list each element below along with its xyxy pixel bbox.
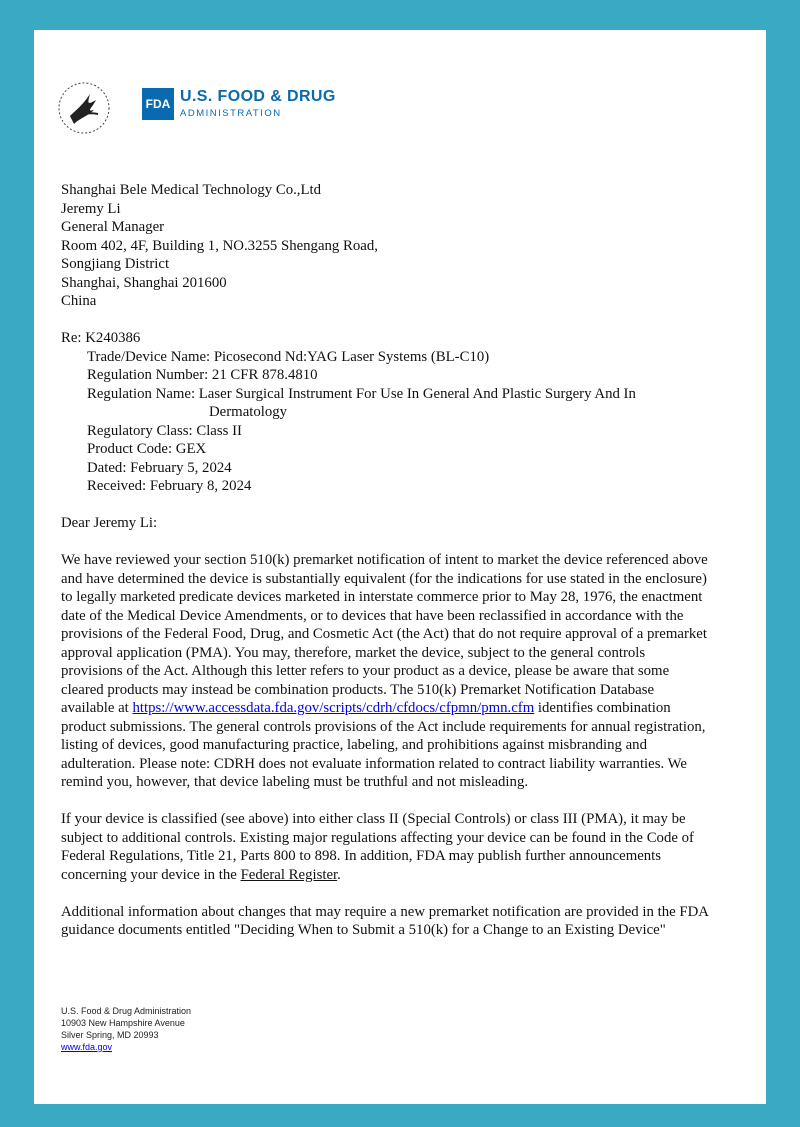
p3-line: Additional information about changes that may require a new premarket notification are provided in the FDA [61, 903, 709, 920]
footer-org: U.S. Food & Drug Administration [61, 1006, 192, 1016]
p1-line: provisions of the Act. Although this letter refers to your product as a device, please be aware that some [61, 663, 670, 679]
p1-link-prefix: available at [61, 700, 133, 716]
agency-name: U.S. FOOD & DRUG [180, 88, 336, 105]
p1-line-with-link [61, 699, 747, 718]
recipient-address-3: Shanghai, Shanghai 201600 [61, 274, 227, 291]
re-regulation-number: Regulation Number: 21 CFR 878.4810 [87, 367, 318, 383]
p2-link-suffix: . [337, 866, 341, 883]
re-regulatory-class: Regulatory Class: Class II [87, 422, 242, 439]
re-product-code: Product Code: GEX [87, 441, 207, 457]
paragraph-2 [61, 810, 747, 884]
federal-register-link[interactable]: Federal Register [240, 866, 338, 883]
p1-link-suffix: identifies combination [534, 700, 671, 716]
p3-line: guidance documents entitled "Deciding When to Submit a 510(k) for a Change to an Existing Device" [61, 922, 666, 938]
footer-city: Silver Spring, MD 20993 [61, 1030, 159, 1040]
p2-line: If your device is classified (see above) into either class II (Special Controls) or class III (PMA), it may be [61, 811, 686, 827]
p1-line: We have reviewed your section 510(k) premarket notification of intent to market the device referenced above [61, 552, 708, 568]
paragraph-1 [61, 551, 747, 792]
salutation: Dear Jeremy Li: [61, 515, 158, 531]
p1-line: to legally marketed predicate devices marketed in interstate commerce prior to May 28, 1976, the enactment [61, 589, 703, 605]
letter-body [61, 181, 747, 940]
recipient-company: Shanghai Bele Medical Technology Co.,Ltd [61, 182, 322, 198]
re-trade-name: Trade/Device Name: Picosecond Nd:YAG Laser Systems (BL-C10) [87, 348, 490, 365]
re-received: Received: February 8, 2024 [87, 478, 252, 494]
p2-line: Federal Regulations, Title 21, Parts 800 to 898. In addition, FDA may publish further announcements [61, 848, 662, 864]
letter-page [34, 30, 766, 1104]
re-dated: Dated: February 5, 2024 [87, 459, 232, 476]
recipient-block [61, 181, 747, 311]
re-regulation-name-cont: Dermatology [209, 404, 288, 420]
p2-line-with-link [61, 866, 747, 885]
p1-line: date of the Medical Device Amendments, or to devices that have been reclassified in accordance with the [61, 607, 684, 624]
recipient-title: General Manager [61, 219, 165, 235]
fda-logo-badge: FDA [142, 88, 174, 120]
p1-line: and have determined the device is substantially equivalent (for the indications for use stated in the enclosure) [61, 570, 707, 587]
recipient-address-2: Songjiang District [61, 256, 170, 272]
p1-line: remind you, however, that device labeling must be truthful and not misleading. [61, 774, 529, 790]
footer-street: 10903 New Hampshire Avenue [61, 1018, 185, 1028]
paragraph-3 [61, 903, 747, 940]
pmn-database-link[interactable]: https://www.accessdata.fda.gov/scripts/cdrh/cfdocs/cfpmn/pmn.cfm [132, 700, 535, 716]
re-regulation-name: Regulation Name: Laser Surgical Instrument For Use In General And Plastic Surgery And In [87, 385, 636, 402]
p1-line: adulteration. Please note: CDRH does not evaluate information related to contract liability warranties. We [61, 755, 687, 772]
p1-line: listing of devices, good manufacturing practice, labeling, and prohibitions against misbranding and [61, 737, 647, 753]
agency-subtitle: ADMINISTRATION [180, 108, 282, 119]
footer-address [61, 1005, 191, 1053]
p2-line: subject to additional controls. Existing major regulations affecting your device can be found in the Code of [61, 829, 694, 846]
reference-block [61, 329, 747, 496]
p2-link-prefix: concerning your device in the [61, 866, 241, 883]
re-k-number: Re: K240386 [61, 330, 141, 346]
recipient-country: China [61, 293, 97, 309]
p1-line: cleared products may instead be combination products. The 510(k) Premarket Notification Database [61, 681, 655, 698]
p1-line: provisions of the Federal Food, Drug, and Cosmetic Act (the Act) that do not require approval of a premarket [61, 626, 707, 642]
footer-website-link[interactable]: www.fda.gov [61, 1042, 113, 1052]
p1-line: approval application (PMA). You may, therefore, market the device, subject to the general controls [61, 644, 646, 661]
p1-line: product submissions. The general controls provisions of the Act include requirements for annual registration, [61, 718, 706, 735]
recipient-name: Jeremy Li [61, 200, 121, 217]
recipient-address-1: Room 402, 4F, Building 1, NO.3255 Shengang Road, [61, 237, 378, 254]
letterhead [56, 80, 356, 140]
hhs-eagle-seal-icon [56, 80, 112, 136]
